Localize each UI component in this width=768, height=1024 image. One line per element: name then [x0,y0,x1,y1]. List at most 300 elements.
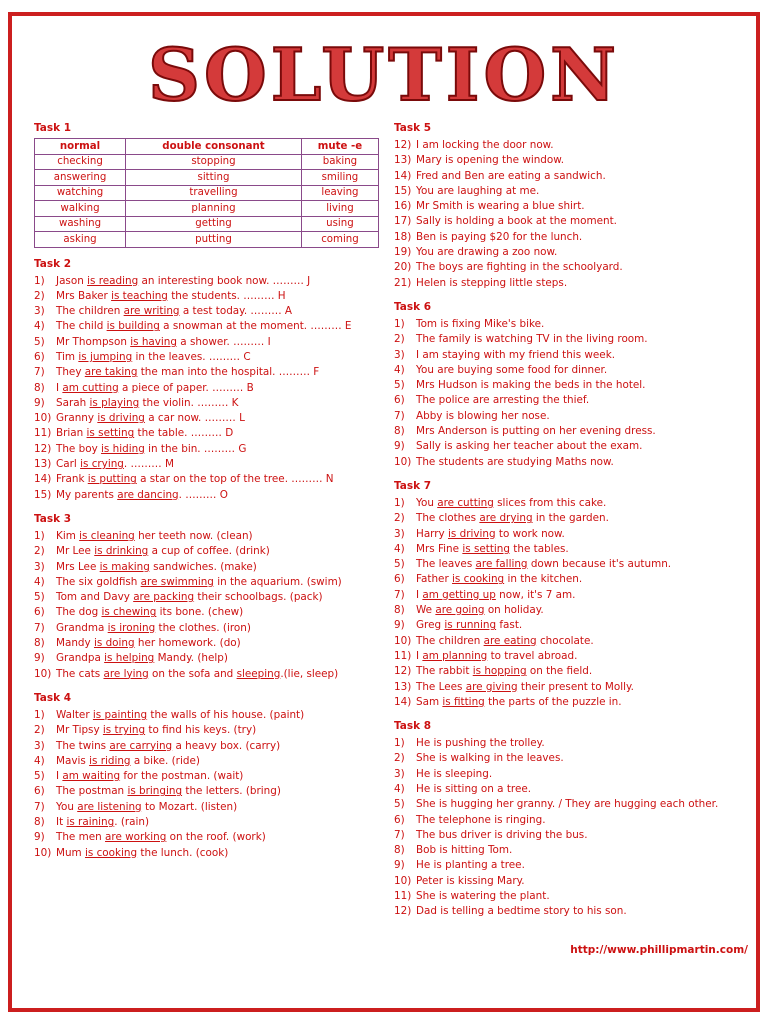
list-item [394,378,744,393]
item-number: 10) [394,874,412,887]
sentence-text: in the leaves. ……… C [132,350,251,363]
sentence-text: . ……… O [178,488,228,501]
table-cell: leaving [301,185,378,201]
table-cell: stopping [126,154,302,170]
item-number: 17) [394,215,412,228]
sentence-text: The Lees [416,680,466,693]
item-number: 8) [34,816,45,828]
sentence-text: Tom is fixing Mike's bike. [416,317,545,330]
sentence-text: the man into the hospital. ……… F [137,366,320,379]
underlined-answer: are cutting [437,496,494,509]
sentence-text: The dog [56,606,102,619]
sentence-text: The postman [56,785,128,798]
list-item [34,289,379,304]
table-row [35,154,379,170]
item-number: 10) [394,455,412,468]
task-4-list [34,708,379,861]
list-item [34,335,379,350]
sentence-text: Abby is blowing her nose. [416,409,550,422]
item-number: 5) [394,558,405,571]
list-item [34,411,379,426]
list-item [394,813,744,828]
list-item [34,667,379,682]
underlined-answer: is cooking [84,846,138,859]
sentence-text: Mr Smith is wearing a blue shirt. [416,200,585,213]
sentence-text: Ben is paying $20 for the lunch. [416,230,583,243]
item-number: 3) [394,348,405,361]
sentence-text: I am locking the door now. [416,139,554,151]
item-number: 9) [394,859,405,872]
underlined-answer: is bringing [127,785,183,798]
sentence-text: He is sleeping. [416,767,493,780]
underlined-answer: is driving [448,527,496,540]
sentence-text: a snowman at the moment. ……… E [159,320,352,333]
sentence-text: Mum [56,846,85,859]
sentence-text: Kim [56,529,80,542]
item-number: 8) [394,844,405,857]
task-3-list [34,529,379,682]
sentence-text: The children [56,305,124,318]
list-item [34,830,379,845]
underlined-answer: is putting [87,473,137,486]
sentence-text: in the kitchen. [504,573,583,586]
sentence-text: Jason [56,274,88,287]
task-7-list [394,496,744,710]
underlined-answer: is cooking [452,573,505,586]
sentence-text: Sally is holding a book at the moment. [416,215,617,228]
table-cell: using [301,216,378,232]
item-number: 4) [34,754,45,767]
sentence-text: The police are arresting the thief. [416,394,590,407]
item-number: 10) [34,412,52,425]
sentence-text: She is hugging her granny. / They are hugging each other. [416,798,719,811]
sentence-text: My parents [56,488,118,501]
task-2-heading: Task 2 [34,257,72,270]
list-item [34,846,379,861]
sentence-text: Mandy [56,637,94,650]
list-item [34,488,379,503]
item-number: 6) [34,606,45,619]
underlined-answer: is hiding [101,442,145,455]
sentence-text: The children [416,634,484,647]
list-item [34,319,379,334]
item-number: 12) [394,905,412,918]
sentence-text: Mrs Hudson is making the beds in the hotel. [416,379,646,392]
item-number: 7) [394,588,405,601]
item-number: 9) [34,652,45,665]
list-item [34,590,379,605]
underlined-answer: are falling [475,558,528,571]
left-column [34,118,379,861]
source-link[interactable]: http://www.phillipmartin.com/ [570,944,748,956]
sentence-text: a cup of coffee. (drink) [148,545,270,558]
list-item [394,695,744,710]
underlined-answer: is setting [462,542,510,555]
sentence-text: down because it's autumn. [527,558,672,571]
list-item [34,708,379,723]
page-title: SOLUTION [148,32,620,117]
sentence-text: the walls of his house. (paint) [147,708,305,721]
underlined-answer: is having [130,335,177,348]
underlined-answer: are drying [479,512,533,525]
sentence-text: the violin. ……… K [139,396,239,409]
sentence-text: You are buying some food for dinner. [416,363,608,376]
sentence-text: to travel abroad. [487,649,578,662]
list-item [394,214,744,229]
sentence-text: a bike. (ride) [130,754,200,767]
item-number: 2) [394,333,405,346]
item-number: 14) [394,695,412,708]
list-item [394,348,744,363]
sentence-text: Mandy. (help) [154,652,228,665]
sentence-text: She is walking in the leaves. [416,752,564,765]
list-item [394,317,744,332]
sentence-text: the parts of the puzzle in. [484,695,622,708]
sentence-text: now, it's 7 am. [495,588,576,601]
list-item [34,426,379,441]
table-header-cell: mute -e [301,139,378,155]
list-item [34,575,379,590]
list-item [34,396,379,411]
item-number: 12) [34,442,52,455]
table-cell: baking [301,154,378,170]
item-number: 21) [394,276,412,289]
underlined-answer: are packing [133,591,195,604]
sentence-text: The child [56,320,107,333]
sentence-text: a test today. ……… A [179,305,293,318]
list-item [394,767,744,782]
list-item [34,560,379,575]
sentence-text: We [416,604,436,617]
list-item [394,588,744,603]
item-number: 14) [34,473,52,486]
underlined-answer: is fitting [442,695,485,708]
task-5-heading: Task 5 [394,122,432,134]
table-header-cell: double consonant [126,139,302,155]
sentence-text: on the roof. (work) [166,831,266,844]
sentence-text: I [416,588,423,601]
sentence-text: the letters. (bring) [182,785,281,798]
item-number: 5) [34,770,45,783]
sentence-text: Bob is hitting Tom. [416,844,513,857]
task-1-table [34,138,379,248]
sentence-text: Brian [56,427,87,440]
sentence-text: You [416,496,438,509]
underlined-answer: is jumping [78,350,133,363]
underlined-answer: sleeping [236,667,281,680]
item-number: 2) [394,512,405,525]
item-number: 15) [34,488,52,501]
underlined-answer: are carrying [109,739,173,752]
list-item [34,544,379,559]
sentence-text: Father [416,573,453,586]
list-item [394,782,744,797]
item-number: 2) [34,724,45,737]
task-6-heading: Task 6 [394,300,432,313]
list-item [394,843,744,858]
item-number: 16) [394,200,412,213]
table-row [35,216,379,232]
list-item [34,472,379,487]
sentence-text: Tim [56,350,79,363]
underlined-answer: are taking [84,366,138,379]
item-number: 15) [394,184,412,197]
sentence-text: Fred and Ben are eating a sandwich. [416,169,606,182]
table-cell: coming [301,232,378,248]
sentence-text: The rabbit [416,665,473,678]
sentence-text: Greg [416,619,445,632]
item-number: 3) [394,767,405,780]
sentence-text: You [56,800,78,813]
sentence-text: I [416,649,423,662]
item-number: 7) [34,800,45,813]
item-number: 6) [394,394,405,407]
list-item [34,605,379,620]
list-item [34,739,379,754]
sentence-text: an interesting book now. ……… J [138,274,311,287]
item-number: 1) [394,496,405,509]
underlined-answer: is teaching [111,289,168,302]
table-header-row [35,139,379,155]
task-8-list [394,736,744,920]
sentence-text: her teeth now. (clean) [134,529,253,542]
item-number: 7) [394,409,405,422]
sentence-text: the lunch. (cook) [137,846,229,859]
list-item [394,169,744,184]
sentence-text: The six goldfish [56,575,141,588]
underlined-answer: am getting up [422,588,496,601]
sentence-text: a heavy box. (carry) [172,739,281,752]
list-item [34,442,379,457]
item-number: 7) [34,366,45,379]
list-item [394,874,744,889]
list-item [394,245,744,260]
list-item [394,260,744,275]
item-number: 11) [34,427,52,440]
sentence-text: Mr Thompson [56,335,131,348]
sentence-text: . ……… M [123,458,174,471]
list-item [394,680,744,695]
underlined-answer: is doing [93,637,135,650]
sentence-text: in the aquarium. (swim) [213,575,342,588]
sentence-text: Mrs Fine [416,542,463,555]
task-7-heading: Task 7 [394,479,432,492]
item-number: 4) [394,542,405,555]
sentence-text: its bone. (chew) [156,606,244,619]
sentence-text: Mary is opening the window. [416,154,565,167]
underlined-answer: are listening [77,800,142,813]
list-item [394,496,744,511]
list-item [394,828,744,843]
sentence-text: sandwiches. (make) [149,560,257,573]
sentence-text: Grandpa [56,652,105,665]
list-item [394,904,744,919]
sentence-text: She is watering the plant. [416,890,550,903]
table-cell: living [301,201,378,217]
underlined-answer: is setting [86,427,135,440]
item-number: 10) [34,846,52,859]
sentence-text: a star on the top of the tree. ……… N [136,473,334,486]
item-number: 2) [394,752,405,765]
list-item [34,815,379,830]
sentence-text: Tom and Davy [56,591,134,604]
sentence-text: Mrs Baker [56,289,112,302]
list-item [394,751,744,766]
item-number: 9) [34,831,45,844]
table-header-cell: normal [35,139,126,155]
item-number: 7) [34,621,45,634]
sentence-text: her homework. (do) [134,637,241,650]
list-item [394,557,744,572]
underlined-answer: is driving [97,412,145,425]
underlined-answer: is cleaning [79,529,135,542]
item-number: 3) [34,739,45,752]
task-2-list [34,274,379,503]
list-item [34,769,379,784]
list-item [394,572,744,587]
item-number: 13) [394,680,412,693]
list-item [34,800,379,815]
item-number: 6) [394,573,405,586]
task-8-heading: Task 8 [394,720,432,733]
item-number: 11) [394,890,412,903]
list-item [394,603,744,618]
table-cell: putting [126,232,302,248]
item-number: 7) [394,828,405,841]
item-number: 4) [394,363,405,376]
list-item [34,350,379,365]
list-item [394,736,744,751]
list-item [34,365,379,380]
sentence-text: It [56,816,67,828]
sentence-text: The twins [56,739,110,752]
underlined-answer: are lying [103,667,149,680]
list-item [394,230,744,245]
item-number: 3) [34,305,45,318]
list-item [34,784,379,799]
item-number: 9) [34,396,45,409]
sentence-text: Peter is kissing Mary. [416,874,525,887]
list-item [394,527,744,542]
table-row [35,185,379,201]
item-number: 5) [34,335,45,348]
sentence-text: fast. [496,619,523,632]
underlined-answer: are working [105,831,167,844]
item-number: 11) [394,649,412,662]
underlined-answer: are eating [483,634,537,647]
task-5-list [394,138,744,291]
item-number: 18) [394,230,412,243]
item-number: 2) [34,545,45,558]
table-cell: smiling [301,170,378,186]
underlined-answer: are giving [465,680,518,693]
sentence-text: a shower. ……… I [177,335,271,348]
sentence-text: Mr Lee [56,545,95,558]
sentence-text: chocolate. [536,634,594,647]
item-number: 6) [394,813,405,826]
task-3-heading: Task 3 [34,512,72,525]
item-number: 12) [394,139,412,151]
sentence-text: the tables. [509,542,569,555]
underlined-answer: am waiting [62,770,121,783]
underlined-answer: am planning [422,649,488,662]
list-item [394,664,744,679]
underlined-answer: is hopping [472,665,527,678]
sentence-text: The telephone is ringing. [416,813,546,826]
list-item [394,455,744,470]
list-item [34,723,379,738]
list-item [394,439,744,454]
underlined-answer: are dancing [117,488,179,501]
underlined-answer: is building [106,320,160,333]
item-number: 20) [394,261,412,274]
sentence-text: the students. ……… H [167,289,286,302]
sentence-text: You are drawing a zoo now. [416,246,558,259]
list-item [394,332,744,347]
list-item [34,381,379,396]
sentence-text: I [56,770,63,783]
underlined-answer: is crying [80,458,124,471]
list-item [34,651,379,666]
sentence-text: Frank [56,473,88,486]
item-number: 4) [394,782,405,795]
item-number: 2) [34,289,45,302]
sentence-text: Mrs Anderson is putting on her evening dress. [416,425,656,438]
item-number: 12) [394,665,412,678]
sentence-text: Sam [416,695,443,708]
sentence-text: on the field. [526,665,593,678]
table-row [35,170,379,186]
sentence-text: The boys are fighting in the schoolyard. [416,261,623,274]
sentence-text: the clothes. (iron) [155,621,251,634]
sentence-text: Walter [56,708,93,721]
list-item [34,304,379,319]
underlined-answer: is ironing [107,621,156,634]
table-cell: asking [35,232,126,248]
sentence-text: The leaves [416,558,476,571]
sentence-text: I [56,381,63,394]
table-cell: answering [35,170,126,186]
task-4-heading: Task 4 [34,691,72,704]
list-item [394,797,744,812]
sentence-text: The men [56,831,106,844]
item-number: 9) [394,619,405,632]
sentence-text: . (rain) [114,816,150,828]
sentence-text: Sally is asking her teacher about the exam. [416,440,643,453]
underlined-answer: is helping [104,652,155,665]
underlined-answer: are writing [123,305,180,318]
underlined-answer: am cutting [62,381,119,394]
item-number: 8) [394,425,405,438]
list-item [394,618,744,633]
table-cell: checking [35,154,126,170]
sentence-text: Helen is stepping little steps. [416,276,568,289]
sentence-text: to Mozart. (listen) [141,800,238,813]
sentence-text: Carl [56,458,81,471]
list-item [394,153,744,168]
sentence-text: Harry [416,527,448,540]
item-number: 10) [34,667,52,680]
underlined-answer: is drinking [94,545,149,558]
sentence-text: The cats [56,667,104,680]
sentence-text: I am staying with my friend this week. [416,348,616,361]
sentence-text: The boy [56,442,102,455]
list-item [394,542,744,557]
sentence-text: Mavis [56,754,90,767]
table-cell: sitting [126,170,302,186]
table-cell: washing [35,216,126,232]
table-row [35,201,379,217]
